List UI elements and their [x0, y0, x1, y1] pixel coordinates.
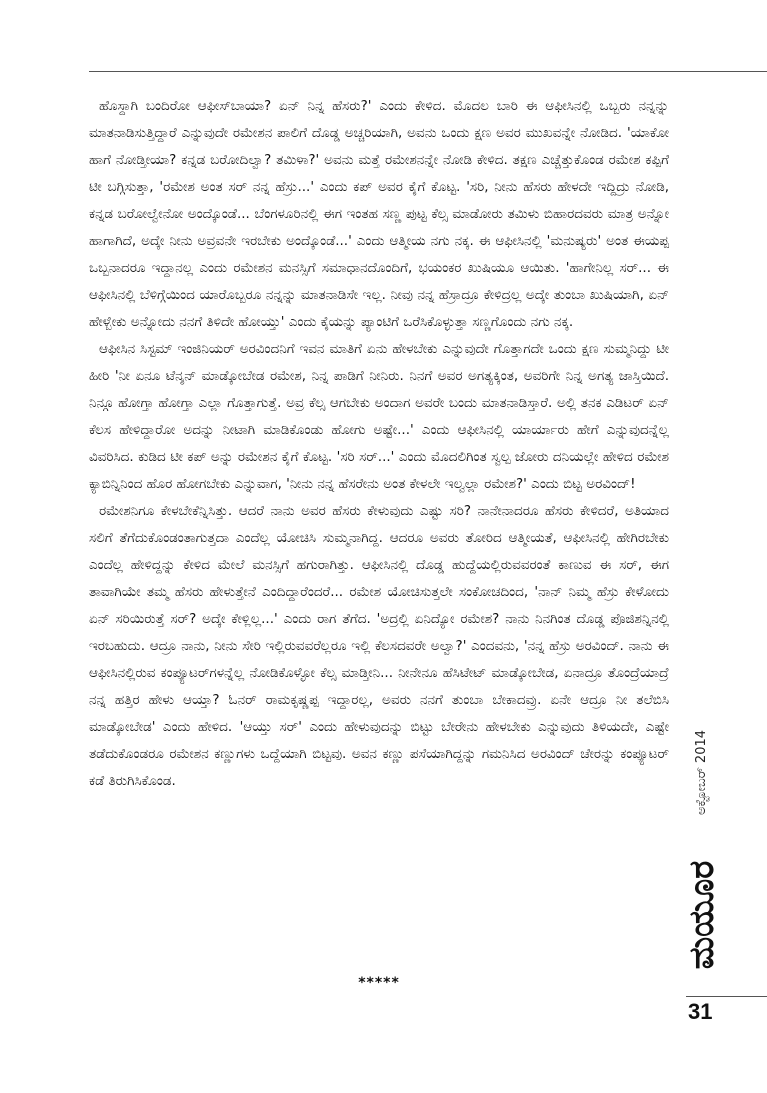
- article-paragraph: ಆಫೀಸಿನ ಸಿಸ್ಟಮ್ ಇಂಜಿನಿಯರ್ ಅರವಿಂದನಿಗೆ ಇವನ ಮಾತಿಗೆ ಏನು ಹೇಳಬೇಕು ಎನ್ನುವುದೇ ಗೊತ್ತಾಗದೇ ಒಂದು ಕ್ಷಣ ಸುಮ್ಮನಿದ್ದು ಟೀ ಹೀರಿ 'ನೀ ಏನೂ ಟೆನ್ಶನ್ ಮಾಡ್ಕೋಬೇಡ ರಮೇಶ, ನಿನ್ನ ಪಾಡಿಗೆ ನೀನಿರು. ನಿನಗೆ ಅವರ ಅಗತ್ಯಕ್ಕಿಂತ, ಅವರಿಗೇ ನಿನ್ನ ಅಗತ್ಯ ಜಾಸ್ತಿಯಿದೆ. ನಿನ್ಗೂ ಹೋಗ್ತಾ ಹೋಗ್ತಾ ಎಲ್ಲಾ ಗೊತ್ತಾಗುತ್ತೆ. ಅವ್ರ ಕೆಲ್ಸ ಆಗಬೇಕು ಅಂದಾಗ ಅವರೇ ಬಂದು ಮಾತನಾಡಿಸ್ತಾರೆ. ಅಲ್ಲಿ ತನಕ ಎಡಿಟರ್ ಏನ್ ಕೆಲಸ ಹೇಳಿದ್ದಾರೋ ಅದನ್ನು ನೀಟಾಗಿ ಮಾಡಿಕೊಂಡು ಹೋಗು ಅಷ್ಟೇ...' ಎಂದು ಆಫೀಸಿನಲ್ಲಿ ಯಾರ್ಯಾರು ಹೇಗೆ ಎನ್ನುವುದನ್ನೆಲ್ಲ ವಿವರಿಸಿದ. ಕುಡಿದ ಟೀ ಕಪ್ ಅನ್ನು ರಮೇಶನ ಕೈಗೆ ಕೊಟ್ಟ. 'ಸರಿ ಸರ್...' ಎಂದು ಮೊದಲಿಗಿಂತ ಸ್ವಲ್ಪ ಜೋರು ದನಿಯಲ್ಲೇ ಹೇಳಿದ ರಮೇಶ ಕ್ಯಾಬಿನ್ನಿನಿಂದ ಹೊರ ಹೋಗಬೇಕು ಎನ್ನುವಾಗ, 'ನೀನು ನನ್ನ ಹೆಸರೇನು ಅಂತ ಕೇಳಲೇ ಇಲ್ವಲ್ಲಾ ರಮೇಶ?' ಎಂದು ಬಿಟ್ಟ ಅರವಿಂದ್!: [89, 341, 669, 492]
- magazine-name: [682, 850, 722, 980]
- article-paragraph: ರಮೇಶನಿಗೂ ಕೇಳಬೇಕೆನ್ನಿಸಿತ್ತು. ಆದರೆ ನಾನು ಅವರ ಹೆಸರು ಕೇಳುವುದು ಎಷ್ಟು ಸರಿ? ನಾನೇನಾದರೂ ಹೆಸರು ಕೇಳಿದರೆ, ಅತಿಯಾದ ಸಲಿಗೆ ತೆಗೆದುಕೊಂಡಂತಾಗುತ್ತದಾ ಎಂದೆಲ್ಲ ಯೋಚಿಸಿ ಸುಮ್ಮನಾಗಿದ್ದ. ಆದರೂ ಅವರು ತೋರಿದ ಆತ್ಮೀಯತೆ, ಆಫೀಸಿನಲ್ಲಿ ಹೇಗಿರಬೇಕು ಎಂದೆಲ್ಲ ಹೇಳಿದ್ದನ್ನು ಕೇಳಿದ ಮೇಲೆ ಮನಸ್ಸಿಗೆ ಹಗುರಾಗಿತ್ತು. ಆಫೀಸಿನಲ್ಲಿ ದೊಡ್ಡ ಹುದ್ದೆಯಲ್ಲಿರುವವರಂತೆ ಕಾಣುವ ಈ ಸರ್, ಈಗ ತಾವಾಗಿಯೇ ತಮ್ಮ ಹೆಸರು ಹೇಳುತ್ತೇನೆ ಎಂದಿದ್ದಾರೆಂದರೆ... ರಮೇಶ ಯೋಚಿಸುತ್ತಲೇ ಸಂಕೋಚದಿಂದ, 'ನಾನ್ ನಿಮ್ಮ ಹೆಸ್ರು ಕೇಳೋದು ಏನ್ ಸರಿಯಿರುತ್ತೆ ಸರ್? ಅದ್ಕೇ ಕೇಳ್ಲಿಲ್ಲ...' ಎಂದು ರಾಗ ತೆಗೆದ. 'ಅದ್ರಲ್ಲಿ ಏನಿದ್ಯೋ ರಮೇಶ? ನಾನು ನಿನಗಿಂತ ದೊಡ್ಡ ಪೊಜಿಶನ್ನಿನಲ್ಲಿ ಇರಬಹುದು. ಆದ್ರೂ ನಾನು, ನೀನು ಸೇರಿ ಇಲ್ಲಿರುವವರೆಲ್ಲರೂ ಇಲ್ಲಿ ಕೆಲಸದವರೇ ಅಲ್ವಾ?' ಎಂದವನು, 'ನನ್ನ ಹೆಸ್ರು ಅರವಿಂದ್. ನಾನು ಈ ಆಫೀಸಿನಲ್ಲಿರುವ ಕಂಪ್ಯೂಟರ್‌ಗಳನ್ನೆಲ್ಲ ನೋಡಿಕೊಳ್ಳೋ ಕೆಲ್ಸ ಮಾಡ್ತೀನಿ... ನೀನೇನೂ ಹೆಸಿಟೇಟ್ ಮಾಡ್ಕೋಬೇಡ, ಏನಾದ್ರೂ ತೊಂದ್ರೆಯಾದ್ರೆ ನನ್ನ ಹತ್ತಿರ ಹೇಳು ಆಯ್ತಾ? ಓನರ್ ರಾಮಕೃಷ್ಣಪ್ಪ ಇದ್ದಾರಲ್ಲ, ಅವರು ನನಗೆ ತುಂಬಾ ಬೇಕಾದವ್ರು. ಏನೇ ಆದ್ರೂ ನೀ ತಲೆಬಿಸಿ ಮಾಡ್ಕೋಬೇಡ' ಎಂದು ಹೇಳಿದ. 'ಆಯ್ತು ಸರ್' ಎಂದು ಹೇಳುವುದನ್ನು ಬಿಟ್ಟು ಬೇರೇನು ಹೇಳಬೇಕು ಎನ್ನುವುದು ತಿಳಿಯದೇ, ಎಷ್ಟೇ ತಡೆದುಕೊಂಡರೂ ರಮೇಶನ ಕಣ್ಣುಗಳು ಒದ್ದೆಯಾಗಿ ಬಿಟ್ಟವು. ಅವನ ಕಣ್ಣು ಪಸೆಯಾಗಿದ್ದನ್ನು ಗಮನಿಸಿದ ಅರವಿಂದ್ ಚೇರನ್ನು ಕಂಪ್ಯೂಟರ್ ಕಡೆ ತಿರುಗಿಸಿಕೊಂಡ.: [89, 503, 669, 789]
- page-number-rule: [686, 996, 767, 997]
- article-body: [89, 93, 669, 795]
- magazine-name-text: ಮಯೂರ: [682, 860, 722, 970]
- section-separator: *****: [358, 975, 400, 991]
- issue-date-text: ಅಕ್ಟೋಬರ್ 2014: [694, 729, 710, 816]
- issue-date: [688, 700, 716, 845]
- page-number: 31: [688, 999, 713, 1024]
- top-rule: [89, 71, 767, 72]
- side-label: [682, 700, 722, 990]
- article-paragraph: ಹೊಸ್ದಾಗಿ ಬಂದಿರೋ ಆಫೀಸ್‌ಬಾಯಾ? ಏನ್ ನಿನ್ನ ಹೆಸರು?' ಎಂದು ಕೇಳಿದ. ಮೊದಲ ಬಾರಿ ಈ ಆಫೀಸಿನಲ್ಲಿ ಒಬ್ಬರು ನನ್ನನ್ನು ಮಾತನಾಡಿಸುತ್ತಿದ್ದಾರೆ ಎನ್ನುವುದೇ ರಮೇಶನ ಪಾಲಿಗೆ ದೊಡ್ಡ ಅಚ್ಚರಿಯಾಗಿ, ಅವನು ಒಂದು ಕ್ಷಣ ಅವರ ಮುಖವನ್ನೇ ನೋಡಿದ. 'ಯಾಕೋ ಹಾಗೆ ನೋಡ್ತೀಯಾ? ಕನ್ನಡ ಬರೋದಿಲ್ವಾ? ತಮಿಳಾ?' ಅವನು ಮತ್ತೆ ರಮೇಶನನ್ನೇ ನೋಡಿ ಕೇಳಿದ. ತಕ್ಷಣ ಎಚ್ಚೆತ್ತುಕೊಂಡ ರಮೇಶ ಕಪ್ಪಿಗೆ ಟೀ ಬಗ್ಗಿಸುತ್ತಾ, 'ರಮೇಶ ಅಂತ ಸರ್ ನನ್ನ ಹೆಸ್ರು...' ಎಂದು ಕಪ್ ಅವರ ಕೈಗೆ ಕೊಟ್ಟ. 'ಸರಿ, ನೀನು ಹೆಸರು ಹೇಳದೇ ಇದ್ದಿದ್ರು ನೋಡಿ, ಕನ್ನಡ ಬರೋಲ್ವೇನೋ ಅಂದ್ಕೊಂಡೆ... ಬೆಂಗಳೂರಿನಲ್ಲಿ ಈಗ ಇಂತಹ ಸಣ್ಣ ಪುಟ್ಟ ಕೆಲ್ಸ ಮಾಡೋರು ತಮಿಳು ಬಿಹಾರದವರು ಮಾತ್ರ ಅನ್ನೋ ಹಾಗಾಗಿದೆ, ಅದ್ಕೇ ನೀನು ಅವ್ರವನೇ ಇರಬೇಕು ಅಂದ್ಕೊಂಡೆ...' ಎಂದು ಆತ್ಮೀಯ ನಗು ನಕ್ಕ. ಈ ಆಫೀಸಿನಲ್ಲಿ 'ಮನುಷ್ಯರು' ಅಂತ ಈಯಪ್ಪ ಒಬ್ಬನಾದರೂ ಇದ್ದಾನಲ್ಲ ಎಂದು ರಮೇಶನ ಮನಸ್ಸಿಗೆ ಸಮಾಧಾನದೊಂದಿಗೆ, ಭಯಂಕರ ಖುಷಿಯೂ ಆಯಿತು. 'ಹಾಗೇನಿಲ್ಲ ಸರ್... ಈ ಆಫೀಸಿನಲ್ಲಿ ಬೆಳಿಗ್ಗೆಯಿಂದ ಯಾರೊಬ್ಬರೂ ನನ್ನನ್ನು ಮಾತನಾಡಿಸೇ ಇಲ್ಲ. ನೀವು ನನ್ನ ಹೆಸ್ರಾದ್ರೂ ಕೇಳಿದ್ರಲ್ಲ ಅದ್ಕೇ ತುಂಬಾ ಖುಷಿಯಾಗಿ, ಏನ್ ಹೇಳ್ಬೇಕು ಅನ್ನೋದು ನನಗೆ ತಿಳಿದೇ ಹೋಯ್ತು' ಎಂದು ಕೈಯನ್ನು ಪ್ಯಾಂಟಿಗೆ ಒರೆಸಿಕೊಳ್ಳುತ್ತಾ ಸಣ್ಣಗೊಂದು ನಗು ನಕ್ಕ.: [89, 98, 669, 330]
